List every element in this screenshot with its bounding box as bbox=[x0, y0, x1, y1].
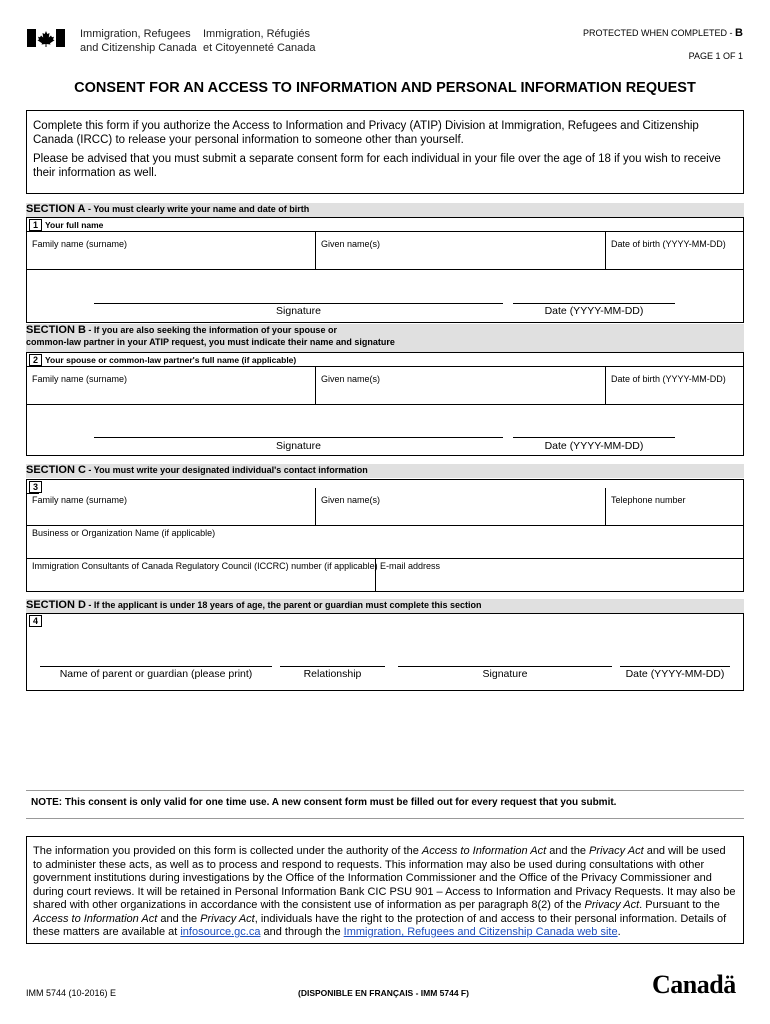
section-d-parent-name-label: Name of parent or guardian (please print) bbox=[59, 668, 253, 680]
section-b-family-name-label: Family name (surname) bbox=[32, 374, 128, 384]
department-name-fr: Immigration, Réfugiés et Citoyenneté Canada bbox=[203, 28, 316, 54]
section-c-given-names-field[interactable] bbox=[316, 507, 604, 524]
section-a-signature-line[interactable] bbox=[94, 303, 503, 304]
section-d-date-line[interactable] bbox=[620, 666, 730, 667]
section-d-parent-name-line[interactable] bbox=[40, 666, 272, 667]
section-b-given-names-label: Given name(s) bbox=[321, 374, 381, 384]
section-c-family-name-field[interactable] bbox=[27, 507, 314, 524]
form-identifier: IMM 5744 (10-2016) E bbox=[26, 988, 117, 998]
section-a-header: SECTION A - You must clearly write your name and date of birth bbox=[26, 203, 744, 217]
section-c-header: SECTION C - You must write your designated individual's contact information bbox=[26, 464, 744, 478]
section-d-number: 4 bbox=[29, 615, 42, 627]
section-a-signature-label: Signature bbox=[276, 305, 321, 317]
section-d-relationship-line[interactable] bbox=[280, 666, 385, 667]
section-a-family-name-field[interactable] bbox=[27, 250, 314, 268]
section-c-family-name-label: Family name (surname) bbox=[32, 495, 128, 505]
section-c-telephone-label: Telephone number bbox=[611, 495, 686, 505]
french-availability: (DISPONIBLE EN FRANÇAIS - IMM 5744 F) bbox=[298, 988, 469, 998]
section-d-signature-label: Signature bbox=[482, 668, 528, 680]
section-c-iccrc-field[interactable] bbox=[27, 573, 374, 590]
form-title: CONSENT FOR AN ACCESS TO INFORMATION AND PERSONAL INFORMATION REQUEST bbox=[74, 80, 696, 96]
section-c-given-names-label: Given name(s) bbox=[321, 495, 381, 505]
section-d-signature-line[interactable] bbox=[398, 666, 612, 667]
section-c-business-label: Business or Organization Name (if applicable) bbox=[32, 528, 216, 538]
section-b-signature-label: Signature bbox=[276, 440, 321, 452]
section-b-number: 2 bbox=[29, 354, 42, 366]
intro-box bbox=[26, 110, 744, 194]
section-c-email-field[interactable] bbox=[376, 573, 743, 590]
section-a-dob-field[interactable] bbox=[606, 250, 743, 268]
intro-paragraph-2: Please be advised that you must submit a separate consent form for each individual in your file over the age of 18 if you wish to receive their information as well. bbox=[33, 153, 721, 179]
section-d-header: SECTION D - If the applicant is under 18 years of age, the parent or guardian must complete this section bbox=[26, 599, 744, 613]
section-a-date-label: Date (YYYY-MM-DD) bbox=[544, 305, 644, 317]
section-a-subtitle: Your full name bbox=[45, 220, 104, 230]
consent-note: NOTE: This consent is only valid for one time use. A new consent form must be filled out for every request that you submit. bbox=[31, 797, 617, 808]
section-a-family-name-label: Family name (surname) bbox=[32, 239, 128, 249]
page-number: PAGE 1 OF 1 bbox=[688, 51, 743, 61]
section-b-given-names-field[interactable] bbox=[316, 385, 604, 403]
section-a-given-names-label: Given name(s) bbox=[321, 239, 381, 249]
canada-flag-logo bbox=[27, 29, 65, 47]
intro-paragraph-1: Complete this form if you authorize the Access to Information and Privacy (ATIP) Division at Immigration, Refugees and Citizenship Canada (IRCC) to release your personal information to someone other than yourself. bbox=[33, 120, 699, 146]
privacy-notice-box: The information you provided on this form is collected under the authority of the Access to Information Act and the Privacy Act and will be used to administer these acts, as well as to process and respond to requests. This information may also be used during consultations with other government institutions during investigations by the Office of the Information Commissioner and the Office of the Privacy Commissioner and during court reviews. It will be retained in Personal Information Bank CIC PSU 901 – Access to Information and Privacy Requests. It may also be shared with other organizations in accordance with the consistent use of information as per paragraph 8(2) of the Privacy Act. Pursuant to the Access to Information Act and the Privacy Act, individuals have the right to the protection of and access to their personal information. Details of these matters are available at infosource.gc.ca and through the Immigration, Refugees and Citizenship Canada web site. bbox=[26, 836, 744, 944]
section-a-given-names-field[interactable] bbox=[316, 250, 604, 268]
section-b-signature-line[interactable] bbox=[94, 437, 503, 438]
infosource-link[interactable]: infosource.gc.ca bbox=[180, 926, 261, 938]
canada-wordmark: Canadä bbox=[652, 970, 736, 999]
section-a-dob-label: Date of birth (YYYY-MM-DD) bbox=[611, 239, 726, 249]
section-b-dob-label: Date of birth (YYYY-MM-DD) bbox=[611, 374, 726, 384]
section-c-number: 3 bbox=[29, 481, 42, 493]
section-d-relationship-label: Relationship bbox=[303, 668, 362, 680]
section-a-number: 1 bbox=[29, 219, 42, 231]
section-c-iccrc-label: Immigration Consultants of Canada Regulatory Council (ICCRC) number (if applicable) bbox=[32, 561, 378, 571]
section-a-date-line[interactable] bbox=[513, 303, 675, 304]
section-d-date-label: Date (YYYY-MM-DD) bbox=[625, 668, 725, 680]
department-name-en: Immigration, Refugees and Citizenship Canada bbox=[80, 28, 197, 54]
section-b-subtitle: Your spouse or common-law partner's full name (if applicable) bbox=[45, 355, 297, 365]
section-b-family-name-field[interactable] bbox=[27, 385, 314, 403]
section-c-business-field[interactable] bbox=[27, 540, 743, 557]
section-b-header: SECTION B - If you are also seeking the information of your spouse or common-law partner in your ATIP request, you must indicate their name and signature bbox=[26, 324, 744, 352]
ircc-website-link[interactable]: Immigration, Refugees and Citizenship Canada web site bbox=[343, 926, 618, 938]
section-b-date-label: Date (YYYY-MM-DD) bbox=[544, 440, 644, 452]
protected-status: PROTECTED WHEN COMPLETED - B bbox=[583, 27, 743, 39]
section-c-email-label: E-mail address bbox=[380, 561, 441, 571]
section-b-date-line[interactable] bbox=[513, 437, 675, 438]
section-b-dob-field[interactable] bbox=[606, 385, 743, 403]
section-c-telephone-field[interactable] bbox=[606, 507, 743, 524]
